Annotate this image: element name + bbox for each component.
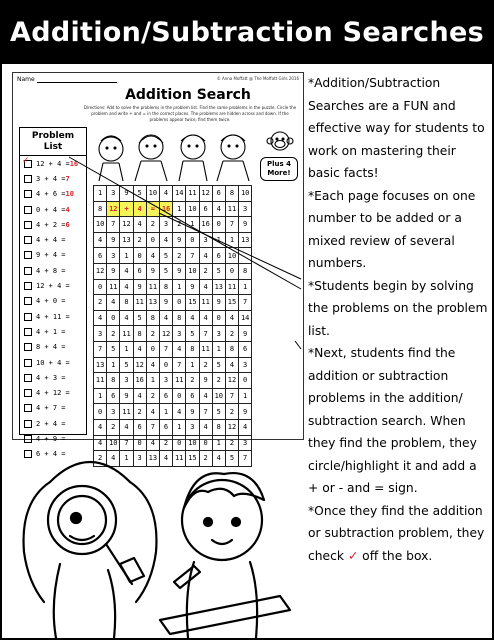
- grid-cell[interactable]: 1: [186, 217, 199, 233]
- grid-cell[interactable]: 1: [94, 388, 107, 404]
- problem-equation: 4 + 4 =: [36, 236, 66, 245]
- grid-cell[interactable]: 8: [120, 295, 133, 311]
- grid-cell[interactable]: 15: [186, 295, 199, 311]
- grid-cell[interactable]: 7: [225, 388, 238, 404]
- grid-cell[interactable]: 2: [94, 295, 107, 311]
- grid-cell[interactable]: 4: [212, 201, 225, 217]
- grid-cell[interactable]: 9: [107, 232, 120, 248]
- grid-cell[interactable]: 4: [94, 435, 107, 451]
- grid-cell[interactable]: 4: [94, 232, 107, 248]
- grid-cell[interactable]: 4: [173, 404, 186, 420]
- grid-cell[interactable]: 8: [107, 373, 120, 389]
- grid-cell[interactable]: 4: [199, 419, 212, 435]
- grid-cell[interactable]: 4: [107, 451, 120, 467]
- grid-cell[interactable]: 3: [94, 326, 107, 342]
- grid-cell[interactable]: 1: [239, 279, 252, 295]
- grid-cell[interactable]: 4: [212, 451, 225, 467]
- grid-cell[interactable]: 2: [212, 373, 225, 389]
- grid-cell[interactable]: 13: [146, 451, 159, 467]
- name-label: Name: [17, 76, 35, 83]
- grid-cell[interactable]: 10: [239, 186, 252, 202]
- grid-cell[interactable]: 3: [239, 201, 252, 217]
- grid-cell[interactable]: 4: [159, 186, 172, 202]
- grid-cell[interactable]: 7: [186, 248, 199, 264]
- grid-cell[interactable]: 7: [173, 357, 186, 373]
- grid-cell[interactable]: 2: [146, 217, 159, 233]
- grid-cell[interactable]: 8: [173, 310, 186, 326]
- grid-cell[interactable]: 13: [212, 279, 225, 295]
- grid-cell[interactable]: 2: [173, 248, 186, 264]
- problem-answer: 4: [65, 205, 70, 214]
- grid-cell[interactable]: 2: [225, 404, 238, 420]
- grid-cell[interactable]: 4: [146, 404, 159, 420]
- worksheet-preview: [12, 72, 304, 463]
- grid-cell[interactable]: 6: [107, 388, 120, 404]
- problem-equation: 12 + 4 =: [36, 282, 70, 291]
- problem-equation: 10 + 4 =: [36, 358, 70, 367]
- grid-cell[interactable]: 7: [199, 326, 212, 342]
- grid-cell[interactable]: 4: [199, 388, 212, 404]
- problem-answer: 16: [69, 159, 79, 168]
- grid-cell[interactable]: 11: [146, 279, 159, 295]
- grid-cell[interactable]: 10: [94, 217, 107, 233]
- grid-cell[interactable]: 9: [173, 232, 186, 248]
- description-paragraph-2: *Each page focuses on one number to be added or a mixed review of several numbers.: [308, 188, 476, 270]
- grid-cell[interactable]: 4: [199, 248, 212, 264]
- description-paragraph-5: [308, 500, 488, 568]
- grid-cell[interactable]: 1: [173, 419, 186, 435]
- grid-cell[interactable]: 16: [159, 201, 172, 217]
- grid-cell[interactable]: 5: [212, 404, 225, 420]
- grid-cell[interactable]: 10: [186, 435, 199, 451]
- plus-4-more-bubble: Plus 4 More!: [260, 157, 298, 181]
- grid-cell[interactable]: 0: [239, 373, 252, 389]
- grid-cell[interactable]: 4: [199, 279, 212, 295]
- grid-cell[interactable]: 0: [173, 295, 186, 311]
- grid-cell[interactable]: 7: [159, 341, 172, 357]
- grid-cell[interactable]: 3: [107, 186, 120, 202]
- grid-cell[interactable]: 9: [159, 295, 172, 311]
- grid-cell[interactable]: 3: [173, 326, 186, 342]
- grid-cell[interactable]: 12: [159, 326, 172, 342]
- grid-cell[interactable]: 7: [239, 451, 252, 467]
- grid-cell[interactable]: 6: [212, 186, 225, 202]
- grid-cell[interactable]: 0: [199, 435, 212, 451]
- grid-cell[interactable]: 1: [186, 357, 199, 373]
- problem-equation: 4 + 12 =: [36, 389, 70, 398]
- grid-cell[interactable]: 9: [146, 263, 159, 279]
- grid-cell[interactable]: 0: [186, 232, 199, 248]
- grid-cell[interactable]: 1: [225, 232, 238, 248]
- grid-cell[interactable]: 1: [239, 388, 252, 404]
- grid-cell[interactable]: 14: [173, 186, 186, 202]
- grid-cell[interactable]: 2: [173, 217, 186, 233]
- grid-cell[interactable]: 0: [133, 248, 146, 264]
- grid-cell[interactable]: 2: [199, 263, 212, 279]
- problem-answer: 7: [65, 174, 70, 183]
- grid-cell[interactable]: 9: [120, 186, 133, 202]
- problem-equation: 3 + 4 =: [36, 174, 66, 183]
- grid-cell[interactable]: 12: [199, 186, 212, 202]
- grid-cell[interactable]: 4: [94, 310, 107, 326]
- grid-cell[interactable]: 9: [186, 404, 199, 420]
- grid-cell[interactable]: 2: [199, 357, 212, 373]
- grid-cell[interactable]: 13: [239, 232, 252, 248]
- description-paragraph-3: *Students begin by solving the problems on the problem list.: [308, 278, 488, 338]
- grid-cell[interactable]: 3: [107, 248, 120, 264]
- worksheet-title: Addition Search: [125, 87, 251, 103]
- grid-cell[interactable]: 11: [173, 451, 186, 467]
- grid-cell[interactable]: 4: [120, 310, 133, 326]
- problem-equation: 12 + 4 =: [36, 159, 70, 168]
- problem-equation: 4 + 8 =: [36, 266, 66, 275]
- grid-cell[interactable]: 8: [146, 310, 159, 326]
- problem-equation: 4 + 2 =: [36, 220, 66, 229]
- grid-cell[interactable]: 5: [159, 263, 172, 279]
- grid-cell[interactable]: 6: [186, 388, 199, 404]
- grid-cell[interactable]: 4: [225, 357, 238, 373]
- grid-cell[interactable]: 4: [120, 263, 133, 279]
- grid-cell[interactable]: 4: [159, 310, 172, 326]
- grid-cell[interactable]: 1: [212, 341, 225, 357]
- worksheet-directions: Directions: Add to solve the problems in the problem list. Find the same problems in the puzzle. Circle the problem and write + and = in the correct places. The problems are hidden across and down. If the problems appear twice, find them twice.: [83, 105, 297, 122]
- grid-cell[interactable]: 10: [146, 186, 159, 202]
- grid-cell[interactable]: 8: [159, 279, 172, 295]
- grid-cell[interactable]: 5: [186, 326, 199, 342]
- grid-cell[interactable]: 8: [239, 263, 252, 279]
- grid-cell[interactable]: 10: [107, 435, 120, 451]
- grid-cell[interactable]: 4: [133, 388, 146, 404]
- grid-cell[interactable]: 9: [120, 388, 133, 404]
- grid-cell[interactable]: 8: [94, 201, 107, 217]
- grid-cell[interactable]: 0: [159, 357, 172, 373]
- grid-cell[interactable]: 9: [239, 217, 252, 233]
- grid-cell[interactable]: 2: [107, 326, 120, 342]
- grid-cell[interactable]: 6: [159, 419, 172, 435]
- grid-cell[interactable]: 7: [199, 404, 212, 420]
- grid-cell[interactable]: 6: [159, 388, 172, 404]
- problem-equation: 4 + 11 =: [36, 312, 70, 321]
- grid-cell[interactable]: 4: [133, 201, 146, 217]
- problem-list-heading-line1: Problem: [31, 131, 75, 141]
- problem-equation: 4 + 9 =: [36, 434, 66, 443]
- problem-answer: 10: [65, 190, 74, 199]
- problem-equation: 8 + 4 =: [36, 343, 66, 352]
- grid-cell[interactable]: 1: [120, 451, 133, 467]
- kids-magnifier-illustration: [10, 442, 300, 638]
- description-paragraph-4: *Next, students find the addition or subtraction problems in the addition/ subtraction search. When they find the problem, they circle/highlight it and add a + or - and = sign.: [308, 346, 477, 495]
- grid-cell[interactable]: 5: [225, 451, 238, 467]
- grid-cell[interactable]: 11: [199, 341, 212, 357]
- grid-cell[interactable]: 2: [133, 232, 146, 248]
- grid-cell[interactable]: 5: [133, 186, 146, 202]
- grid-cell[interactable]: 2: [94, 451, 107, 467]
- grid-cell[interactable]: 11: [225, 201, 238, 217]
- grid-cell[interactable]: 8: [225, 186, 238, 202]
- grid-cell[interactable]: 12: [120, 217, 133, 233]
- grid-cell[interactable]: 13: [120, 232, 133, 248]
- grid-cell[interactable]: 0: [173, 388, 186, 404]
- grid-cell[interactable]: 5: [212, 357, 225, 373]
- grid-cell[interactable]: 8: [133, 326, 146, 342]
- grid-cell[interactable]: +: [120, 201, 133, 217]
- grid-cell[interactable]: 4: [146, 435, 159, 451]
- grid-cell[interactable]: 4: [94, 419, 107, 435]
- grid-cell[interactable]: 4: [107, 295, 120, 311]
- grid-cell[interactable]: 5: [107, 341, 120, 357]
- grid-cell[interactable]: 0: [212, 310, 225, 326]
- grid-cell[interactable]: 4: [120, 419, 133, 435]
- grid-cell[interactable]: 4: [173, 341, 186, 357]
- grid-cell[interactable]: 12: [225, 373, 238, 389]
- description-paragraph-5-start: *Once they find the addition or subtraction problem, they check: [308, 503, 485, 563]
- grid-cell[interactable]: 5: [159, 248, 172, 264]
- red-check-icon: ✓: [347, 548, 359, 563]
- problem-equation: 6 + 4 =: [36, 450, 66, 459]
- grid-cell[interactable]: 11: [107, 279, 120, 295]
- grid-cell[interactable]: 3: [239, 435, 252, 451]
- grid-cell[interactable]: 13: [146, 295, 159, 311]
- grid-cell[interactable]: 2: [225, 435, 238, 451]
- grid-cell[interactable]: 4: [159, 232, 172, 248]
- grid-cell[interactable]: 7: [239, 295, 252, 311]
- problem-equation: 4 + 1 =: [36, 327, 66, 336]
- grid-cell[interactable]: 7: [107, 217, 120, 233]
- description-paragraph-5-end: off the box.: [362, 548, 433, 563]
- grid-cell[interactable]: 8: [212, 419, 225, 435]
- banner-title: Addition/Subtraction Searches: [2, 2, 492, 64]
- grid-cell[interactable]: 2: [107, 419, 120, 435]
- grid-cell[interactable]: 6: [199, 201, 212, 217]
- problem-list-heading-line2: List: [43, 142, 63, 152]
- grid-cell[interactable]: 2: [133, 404, 146, 420]
- description-paragraph-1: *Addition/Subtraction Searches are a FUN and effective way for students to work on mastering their basic facts!: [308, 76, 485, 180]
- grid-cell[interactable]: 0: [146, 341, 159, 357]
- grid-cell[interactable]: 6: [133, 263, 146, 279]
- grid-cell[interactable]: 8: [225, 341, 238, 357]
- grid-cell[interactable]: 3: [186, 419, 199, 435]
- grid-cell[interactable]: 0: [212, 217, 225, 233]
- grid-cell[interactable]: 6: [94, 248, 107, 264]
- grid-cell[interactable]: 11: [186, 186, 199, 202]
- problem-equation: 4 + 7 =: [36, 404, 66, 413]
- grid-cell[interactable]: 4: [133, 341, 146, 357]
- grid-cell[interactable]: 0: [94, 404, 107, 420]
- grid-cell[interactable]: 1: [212, 232, 225, 248]
- grid-cell[interactable]: 1: [120, 341, 133, 357]
- grid-cell[interactable]: 3: [120, 373, 133, 389]
- grid-cell[interactable]: 7: [225, 217, 238, 233]
- grid-cell[interactable]: 1: [159, 404, 172, 420]
- grid-cell[interactable]: 10: [186, 263, 199, 279]
- grid-cell[interactable]: 4: [159, 451, 172, 467]
- grid-cell[interactable]: 10: [225, 248, 238, 264]
- grid-cell[interactable]: 11: [133, 295, 146, 311]
- grid-cell[interactable]: 0: [225, 263, 238, 279]
- grid-cell[interactable]: 3: [107, 404, 120, 420]
- problem-equation: 4 + 0 =: [36, 297, 66, 306]
- grid-cell[interactable]: 6: [239, 341, 252, 357]
- grid-cell[interactable]: 4: [239, 419, 252, 435]
- grid-cell[interactable]: 3: [159, 373, 172, 389]
- grid-cell[interactable]: 6: [212, 248, 225, 264]
- grid-cell[interactable]: 9: [186, 279, 199, 295]
- grid-cell[interactable]: 12: [107, 201, 120, 217]
- grid-cell[interactable]: 2: [146, 388, 159, 404]
- grid-cell[interactable]: 10: [212, 388, 225, 404]
- grid-cell[interactable]: 9: [239, 326, 252, 342]
- grid-cell[interactable]: 4: [186, 310, 199, 326]
- description-text: [308, 72, 488, 567]
- pointer-arrows: [13, 73, 303, 439]
- grid-cell[interactable]: 2: [159, 435, 172, 451]
- problem-equation: 0 + 4 =: [36, 205, 66, 214]
- grid-cell[interactable]: 15: [225, 295, 238, 311]
- grid-cell[interactable]: 7: [120, 435, 133, 451]
- grid-cell[interactable]: 11: [94, 373, 107, 389]
- grid-cell[interactable]: 12: [133, 357, 146, 373]
- grid-cell[interactable]: 3: [212, 326, 225, 342]
- grid-cell[interactable]: 4: [133, 217, 146, 233]
- grid-cell[interactable]: 11: [173, 373, 186, 389]
- grid-cell[interactable]: 9: [133, 279, 146, 295]
- grid-cell[interactable]: 14: [239, 310, 252, 326]
- grid-cell[interactable]: 12: [225, 419, 238, 435]
- grid-cell[interactable]: 11: [120, 326, 133, 342]
- grid-cell[interactable]: 0: [146, 232, 159, 248]
- grid-cell[interactable]: 8: [186, 341, 199, 357]
- grid-cell[interactable]: 2: [186, 373, 199, 389]
- grid-cell[interactable]: 1: [173, 201, 186, 217]
- grid-cell[interactable]: =: [146, 201, 159, 217]
- grid-cell[interactable]: 10: [186, 201, 199, 217]
- grid-cell[interactable]: 9: [199, 373, 212, 389]
- grid-cell[interactable]: 5: [120, 357, 133, 373]
- grid-cell[interactable]: 4: [120, 279, 133, 295]
- grid-cell[interactable]: 6: [133, 419, 146, 435]
- grid-cell[interactable]: 1: [107, 357, 120, 373]
- grid-cell[interactable]: 3: [239, 357, 252, 373]
- grid-cell[interactable]: 2: [225, 326, 238, 342]
- grid-cell[interactable]: 2: [146, 326, 159, 342]
- grid-cell[interactable]: 7: [94, 341, 107, 357]
- problem-equation: 4 + 6 =: [36, 190, 66, 199]
- grid-cell[interactable]: 1: [120, 248, 133, 264]
- grid-cell[interactable]: 1: [146, 373, 159, 389]
- grid-cell[interactable]: 1: [212, 435, 225, 451]
- grid-cell[interactable]: 0: [173, 435, 186, 451]
- grid-cell[interactable]: 13: [94, 357, 107, 373]
- grid-cell[interactable]: 9: [107, 263, 120, 279]
- grid-cell[interactable]: 4: [146, 357, 159, 373]
- problem-answer: 6: [65, 220, 70, 229]
- grid-cell[interactable]: 3: [199, 232, 212, 248]
- grid-cell[interactable]: 7: [146, 419, 159, 435]
- problem-equation: 9 + 4 =: [36, 251, 66, 260]
- grid-cell[interactable]: 1: [94, 186, 107, 202]
- grid-cell[interactable]: 2: [199, 451, 212, 467]
- grid-cell[interactable]: 3: [133, 451, 146, 467]
- grid-cell[interactable]: 11: [225, 279, 238, 295]
- grid-cell[interactable]: 9: [239, 404, 252, 420]
- grid-cell[interactable]: 4: [199, 310, 212, 326]
- grid-cell[interactable]: 0: [94, 279, 107, 295]
- grid-cell[interactable]: 0: [133, 435, 146, 451]
- problem-equation: 4 + 3 =: [36, 373, 66, 382]
- grid-cell[interactable]: 0: [107, 310, 120, 326]
- grid-cell[interactable]: 9: [212, 295, 225, 311]
- grid-cell[interactable]: 3: [159, 217, 172, 233]
- copyright-credit: © Anna Moffatt @ The Moffatt Girls 2016: [216, 76, 299, 81]
- grid-cell[interactable]: 16: [133, 373, 146, 389]
- grid-cell[interactable]: 5: [133, 310, 146, 326]
- grid-cell[interactable]: 9: [173, 263, 186, 279]
- grid-cell[interactable]: 5: [212, 263, 225, 279]
- grid-cell[interactable]: 11: [120, 404, 133, 420]
- grid-cell[interactable]: 12: [94, 263, 107, 279]
- grid-cell[interactable]: 4: [146, 248, 159, 264]
- grid-cell[interactable]: 11: [199, 295, 212, 311]
- grid-cell[interactable]: 16: [199, 217, 212, 233]
- grid-cell[interactable]: 15: [186, 451, 199, 467]
- problem-equation: 2 + 4 =: [36, 419, 66, 428]
- grid-cell[interactable]: 1: [173, 279, 186, 295]
- grid-cell[interactable]: 4: [225, 310, 238, 326]
- check-mark-icon: ✓: [22, 156, 30, 166]
